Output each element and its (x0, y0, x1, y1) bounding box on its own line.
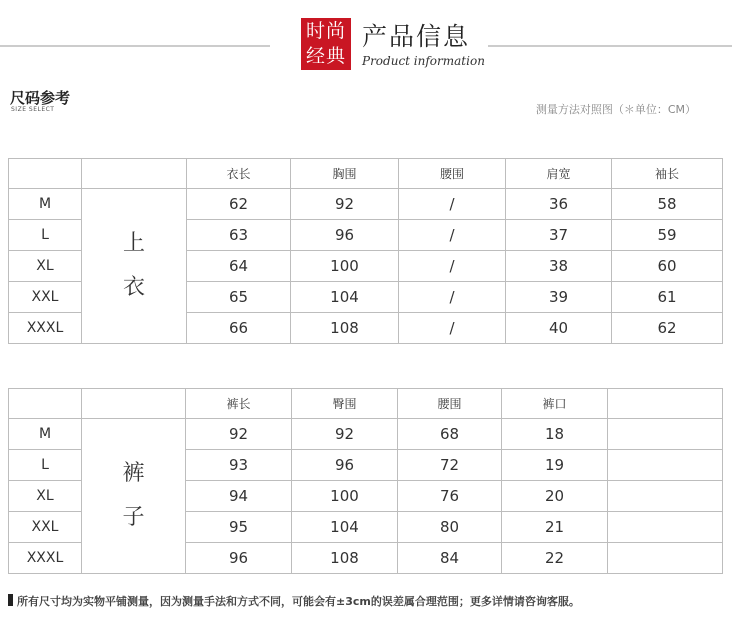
badge-line-1: 时尚 (305, 20, 346, 42)
table-cell: 95 (186, 512, 292, 543)
measure-method-note: 测量方法对照图（＊单位：CM） (535, 103, 696, 116)
table-cell: 96 (291, 220, 399, 251)
column-header (608, 389, 723, 419)
table-cell: 72 (398, 450, 502, 481)
table-cell: 100 (291, 251, 399, 282)
table-cell: 60 (612, 251, 723, 282)
size-label: XXL (9, 512, 82, 543)
table-cell (608, 512, 723, 543)
column-header: 袖长 (612, 159, 723, 189)
size-label: XL (9, 251, 82, 282)
size-label: XXXL (9, 313, 82, 344)
table-cell: 94 (186, 481, 292, 512)
size-label: M (9, 419, 82, 450)
column-header: 裤长 (186, 389, 292, 419)
table-cell (608, 450, 723, 481)
table-cell: 80 (398, 512, 502, 543)
table-cell: 92 (291, 189, 399, 220)
badge-line-2: 经典 (305, 45, 346, 67)
column-header: 衣长 (187, 159, 291, 189)
table-cell: 39 (506, 282, 612, 313)
table-cell: 40 (506, 313, 612, 344)
table-cell: / (399, 189, 506, 220)
table-cell: 65 (187, 282, 291, 313)
table-cell: 61 (612, 282, 723, 313)
column-header: 胸围 (291, 159, 399, 189)
category-label (82, 419, 186, 574)
table-cell: 96 (292, 450, 398, 481)
note-bar-icon (8, 594, 13, 606)
table-cell: 22 (502, 543, 608, 574)
size-label: M (9, 189, 82, 220)
table-cell: 62 (612, 313, 723, 344)
table-cell: 36 (506, 189, 612, 220)
table-cell: 38 (506, 251, 612, 282)
table-cell (608, 543, 723, 574)
table-row (9, 189, 723, 220)
column-header: 臀围 (292, 389, 398, 419)
header-line-left (0, 45, 270, 47)
table-cell: 37 (506, 220, 612, 251)
table-cell: / (399, 220, 506, 251)
table-cell: 104 (292, 512, 398, 543)
size-section-title: 尺码参考 (10, 89, 71, 107)
header-blank-category (82, 389, 186, 419)
column-header: 腰围 (399, 159, 506, 189)
header-blank-size (9, 159, 82, 189)
table-cell: 100 (292, 481, 398, 512)
header-line-right (488, 45, 732, 47)
table-cell: 66 (187, 313, 291, 344)
category-char-2: 衣 (122, 275, 145, 300)
table-row (9, 419, 723, 450)
table-cell: 62 (187, 189, 291, 220)
column-header: 裤口 (502, 389, 608, 419)
table-cell: 108 (291, 313, 399, 344)
top-size-table (8, 158, 723, 344)
table-cell (608, 481, 723, 512)
measurement-note (8, 593, 580, 609)
table-cell: 64 (187, 251, 291, 282)
table-cell (608, 419, 723, 450)
header-badge (301, 18, 351, 70)
category-char-1: 上 (122, 231, 145, 256)
size-label: L (9, 450, 82, 481)
table-cell: 58 (612, 189, 723, 220)
table-cell: 108 (292, 543, 398, 574)
table-cell: 92 (186, 419, 292, 450)
table-cell: 18 (502, 419, 608, 450)
header-subtitle: Product information (362, 54, 485, 68)
size-label: XXXL (9, 543, 82, 574)
table-cell: / (399, 282, 506, 313)
table-cell: 76 (398, 481, 502, 512)
size-label: L (9, 220, 82, 251)
bottom-size-table (8, 388, 723, 574)
table-cell: 93 (186, 450, 292, 481)
size-label: XL (9, 481, 82, 512)
header-blank-size (9, 389, 82, 419)
table-cell: / (399, 313, 506, 344)
table-cell: 84 (398, 543, 502, 574)
table-cell: 20 (502, 481, 608, 512)
column-header: 肩宽 (506, 159, 612, 189)
table-header-row (9, 389, 723, 419)
table-cell: 68 (398, 419, 502, 450)
header-title: 产品信息 (362, 22, 471, 51)
column-header: 腰围 (398, 389, 502, 419)
size-section-subtitle: SIZE SELECT (11, 106, 55, 113)
category-char-1: 裤 (122, 461, 145, 486)
table-cell: 59 (612, 220, 723, 251)
table-cell: 92 (292, 419, 398, 450)
category-label (82, 189, 187, 344)
header-blank-category (82, 159, 187, 189)
table-cell: 104 (291, 282, 399, 313)
table-cell: 96 (186, 543, 292, 574)
size-label: XXL (9, 282, 82, 313)
table-cell: / (399, 251, 506, 282)
category-char-2: 子 (122, 505, 145, 530)
table-cell: 19 (502, 450, 608, 481)
table-cell: 63 (187, 220, 291, 251)
table-cell: 21 (502, 512, 608, 543)
table-header-row (9, 159, 723, 189)
note-text: 所有尺寸均为实物平铺测量，因为测量手法和方式不同，可能会有±3cm的误差属合理范围；更多详情请咨询客服。 (17, 595, 580, 608)
